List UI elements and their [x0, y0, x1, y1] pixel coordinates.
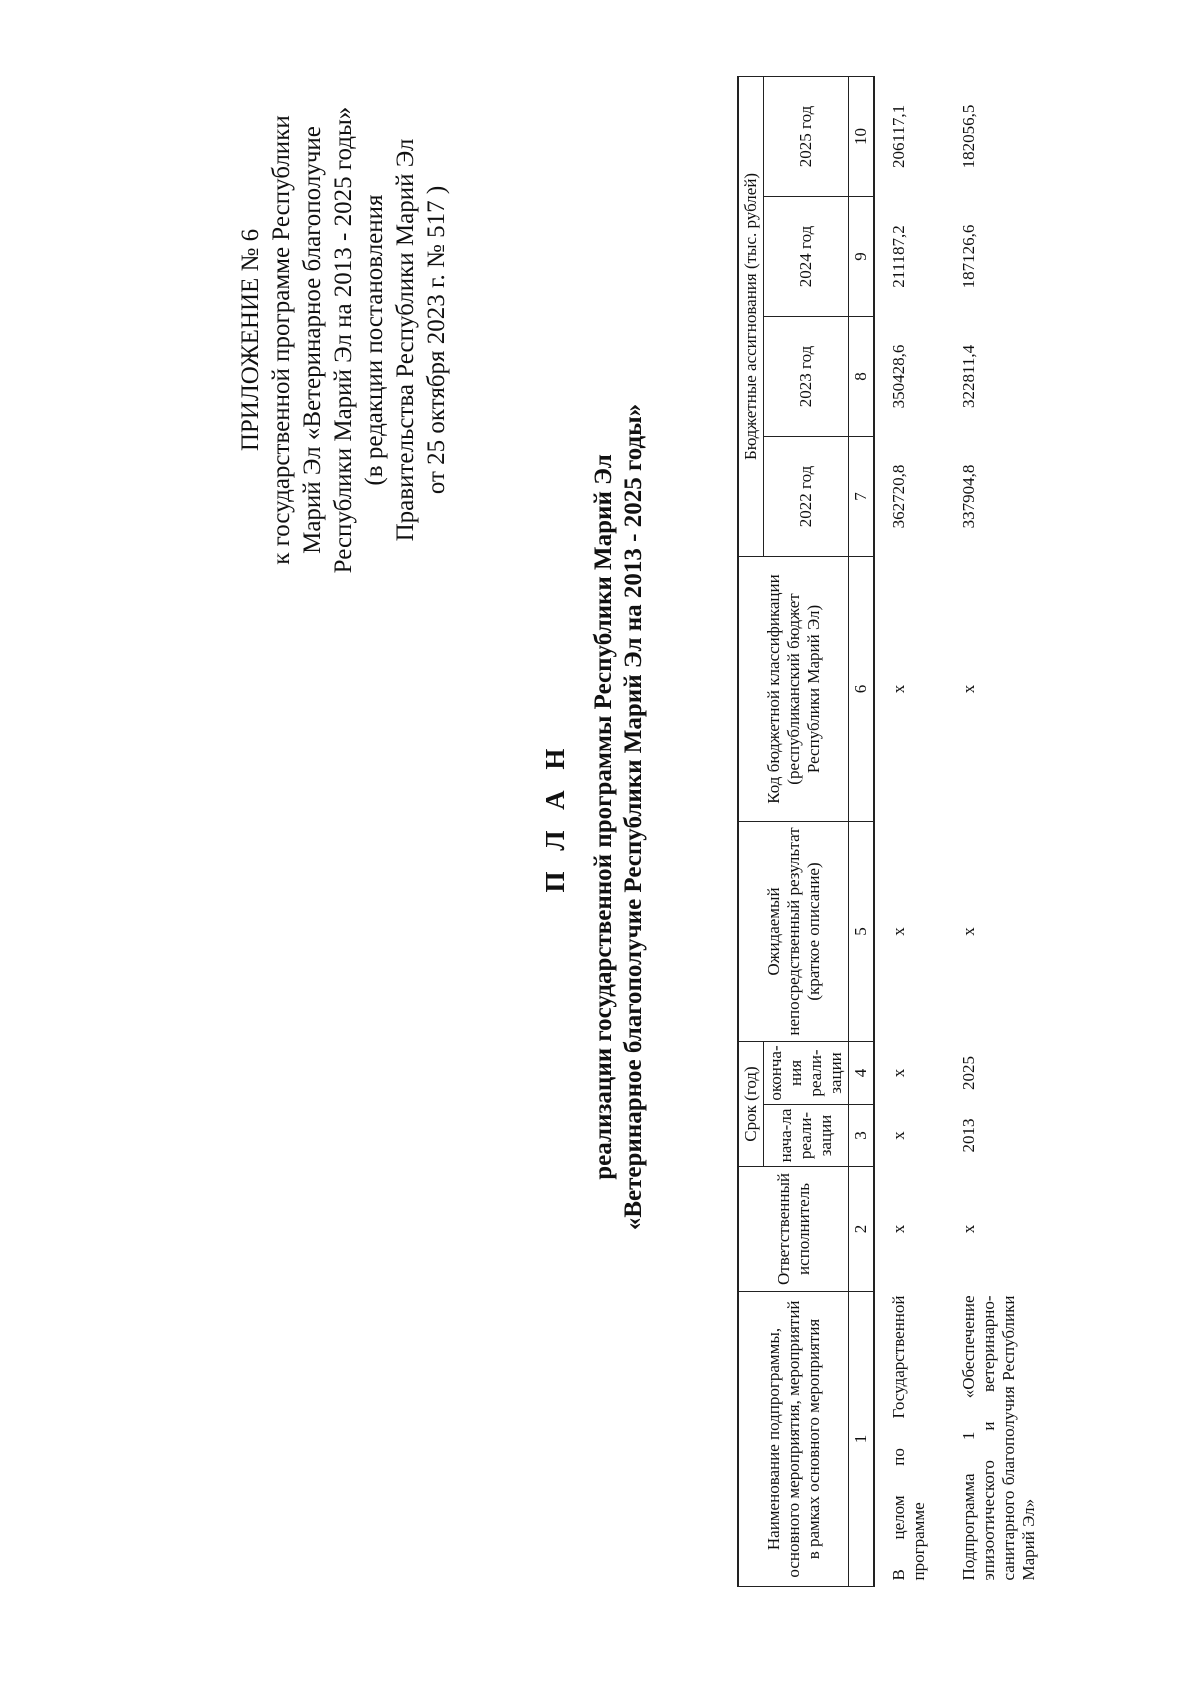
row-2025: 206117,1	[889, 104, 908, 169]
header-year-2022: 2022 год	[764, 436, 849, 556]
row-start: х	[889, 1131, 908, 1140]
row-responsible: х	[959, 1224, 978, 1234]
row-2023: 322811,4	[959, 344, 978, 409]
header-term-end: оконча-ния реали-зации	[764, 1041, 849, 1104]
row-2023: 350428,6	[889, 344, 908, 409]
header-name: Наименование подпрограммы, основного мероприятия, мероприятий в рамках основного мероприятия	[738, 1292, 849, 1587]
column-number: 2	[849, 1167, 875, 1292]
row-result: х	[889, 927, 908, 936]
plan-title: П Л А Н	[540, 741, 570, 893]
header-year-2023: 2023 год	[764, 316, 849, 436]
column-number: 4	[849, 1041, 875, 1104]
appendix-line: ПРИЛОЖЕНИЕ № 6	[237, 228, 264, 452]
header-term-start: нача-ла реали-зации	[764, 1105, 849, 1167]
column-number: 10	[849, 76, 875, 196]
row-code: х	[959, 684, 978, 694]
column-number: 5	[849, 821, 875, 1041]
column-number: 7	[849, 436, 875, 556]
column-number: 3	[849, 1105, 875, 1167]
header-term: Срок (год)	[738, 1041, 764, 1166]
column-number: 1	[849, 1292, 875, 1587]
appendix-line: от 25 октября 2023 г. № 517 )	[423, 185, 450, 495]
row-2024: 187126,6	[959, 224, 978, 289]
column-number: 6	[849, 556, 875, 821]
table-row	[937, 76, 1047, 1586]
table-row	[874, 76, 937, 1586]
row-2024: 211187,2	[889, 225, 908, 288]
row-responsible: х	[889, 1224, 908, 1234]
appendix-line: Республики Марий Эл на 2013 - 2025 годы»	[330, 106, 357, 574]
plan-table	[737, 76, 1047, 1587]
appendix-line: Марий Эл «Ветеринарное благополучие	[299, 126, 326, 554]
row-2025: 182056,5	[959, 104, 978, 169]
header-year-2024: 2024 год	[764, 196, 849, 316]
appendix-block	[235, 100, 452, 580]
row-end: 2025	[959, 1056, 978, 1090]
row-2022: 337904,8	[959, 464, 978, 529]
column-number: 8	[849, 316, 875, 436]
row-name: В целом по Государственной программе	[889, 1295, 928, 1581]
row-code: х	[889, 684, 908, 694]
header-budget-code: Код бюджетной классификации (республиканский бюджет Республики Марий Эл)	[738, 556, 849, 821]
plan-subtitle-2: «Ветеринарное благополучие Республики Марий Эл на 2013 - 2025 годы»	[620, 403, 647, 1231]
header-year-2025: 2025 год	[764, 76, 849, 196]
header-responsible: Ответственный исполнитель	[738, 1167, 849, 1292]
plan-title-block	[540, 337, 649, 1297]
row-result: х	[959, 927, 978, 936]
appendix-line: к государственной программе Республики	[268, 115, 295, 565]
appendix-line: Правительства Республики Марий Эл	[392, 138, 419, 542]
row-end: х	[889, 1068, 908, 1078]
row-start: 2013	[959, 1118, 978, 1153]
row-name: Подпрограмма 1 «Обеспечение эпизоотического и ветеринарно-санитарного благополучия Республики Марий Эл»	[959, 1295, 1038, 1581]
appendix-line: (в редакции постановления	[361, 194, 388, 486]
column-number: 9	[849, 196, 875, 316]
plan-subtitle-1: реализации государственной программы Республики Марий Эл	[590, 454, 617, 1180]
row-2022: 362720,8	[889, 464, 908, 529]
header-result: Ожидаемый непосредственный результат (краткое описание)	[738, 821, 849, 1041]
header-allocations: Бюджетные ассигнования (тыс. рублей)	[738, 76, 764, 556]
